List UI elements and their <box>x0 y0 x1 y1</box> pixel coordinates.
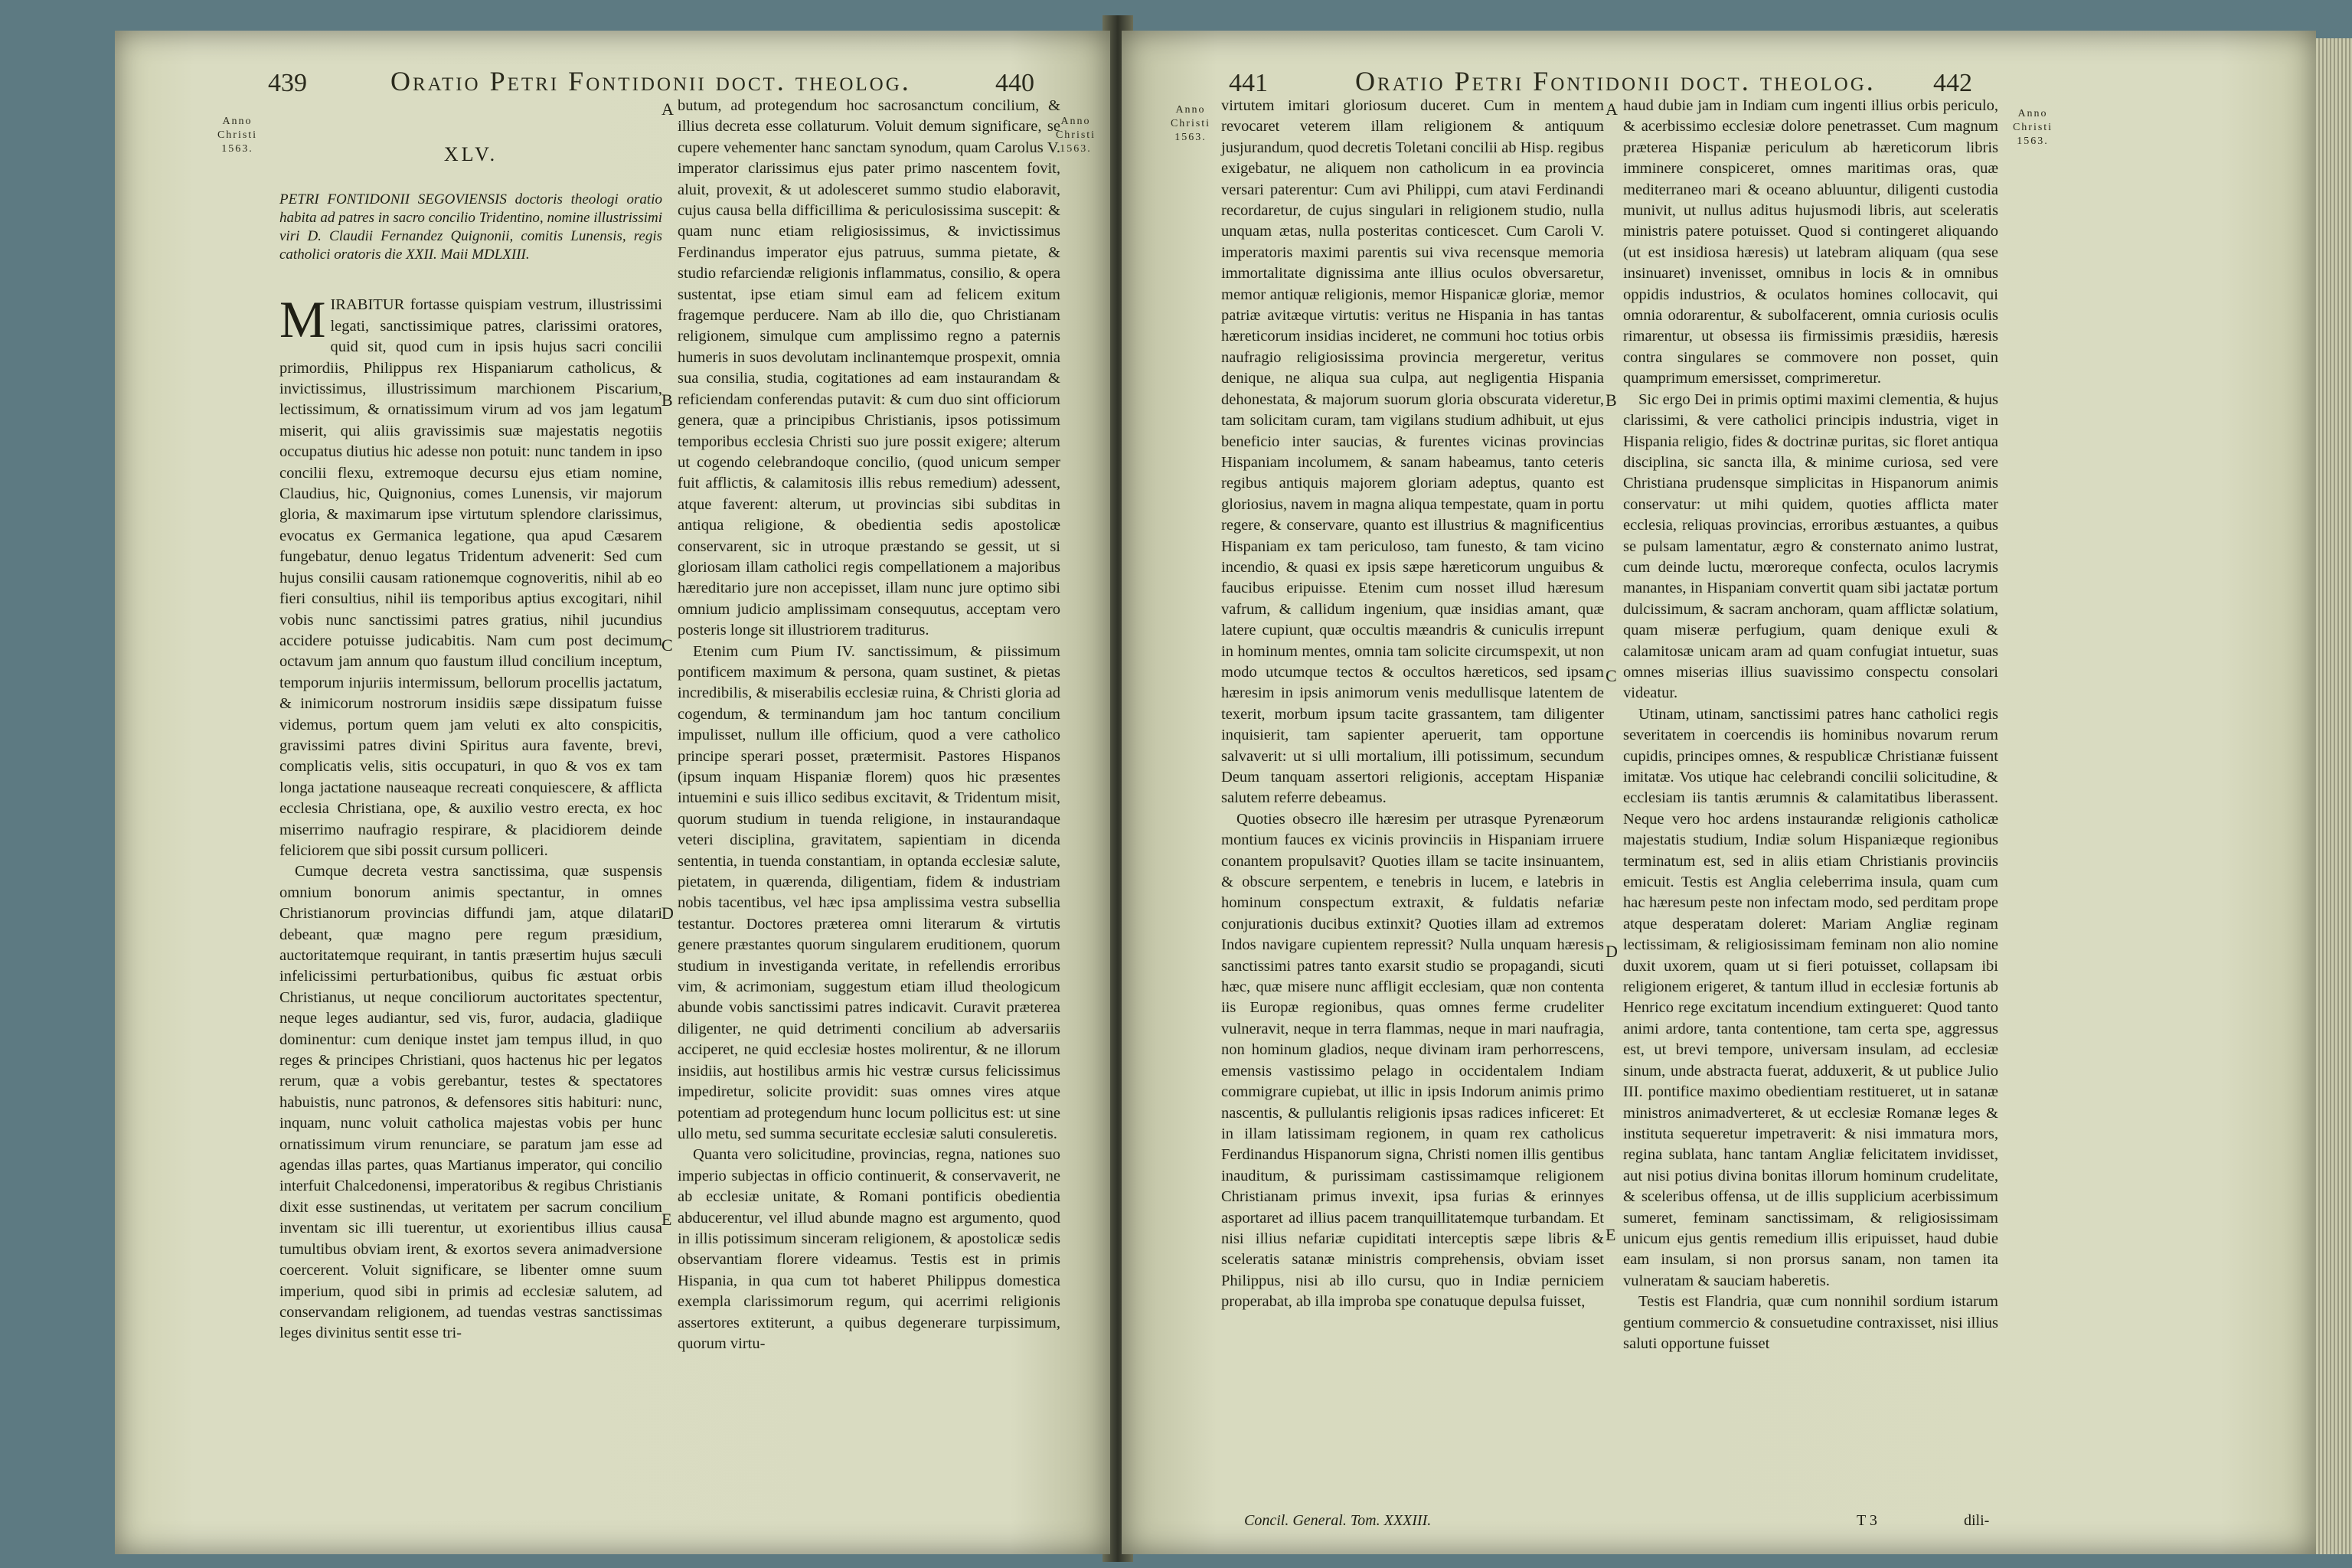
paragraph: Cumque decreta vestra sanctissima, quæ suspensis omnium bonorum animis spectantur, in omnes Christianorum provincias diffundi jam, atque dilatari debeant, quæ magno pere regum præsidium, auctoritatemque requirant, in tantis præsertim hujus sæculi infelicissimi perturbationibus, quibus fic æstuat orbis Christianus, ut neque conciliorum auctoritates spectentur, neque leges audiantur, sed vis, furor, audacia, gladiique dominentur: cum denique instet jam tempus illud, in quo reges & principes Christiani, quos hactenus hic per legatos rerum, quæ a vobis gerebantur, testes & spectatores habuistis, nunc patronos, & defensores sitis habituri: nunc, inquam, nunc voluit catholica majestas vobis per hunc ornatissimum virum renunciare, se paratum jam esse ad agendas illas partes, quas Martianus imperator, qui concilio interfuit Chalcedonensi, imperatoribus & regibus Christianis dixit esse sustinendas, ut veritatem per sacrum concilium inventam sic illi tuerentur, ut exorientibus illius causa tumultibus obviam irent, & exortos severa animadversione coercerent. Voluit significare, se libenter omne suum imperium, quod sibi in primis ad ecclesiæ salutem, ad conservandam religionem, ad tuendas vestras sanctissimas leges divinitus sentit esse tri- <box>279 863 662 1342</box>
paragraph: MIRABITUR fortasse quispiam vestrum, illustrissimi legati, sanctissimique patres, clarissimi oratores, quid sit, quod cum in ipsis hujus sacri concilii primordiis, Philippus rex Hispaniarum catholicus, & invictissimus, illustrissimum marchionem Piscarium, lectissimum, & ornatissimum virum ad vos jam legatum miserit, qui aliis gravissimis suæ majestatis negotiis occupatus diutius hic adesse non potuit: nunc tandem in ipso concilii flexu, extremoque decursu ejus etiam nomine, Claudius, hic, Quignonius, comes Lunensis, vir majorum gloria, & maximarum ipse virtutum splendore clarissimus, evocatus ex Germanica legatione, qua apud Cæsarem fungebatur, denuo legatus Tridentum advenerit: Sed cum hujus consilii causam rationemque cognoveritis, nihil ab eo fieri consultius, nihil iis temporibus aptius excogitari, nihil vobis nunc sanctissimi patres gratius, nihil jucundius accidere potuisse judicabitis. Nam cum post decimum octavum jam annum quo faustum illud concilium inceptum, temporum injuriis intermissum, bellorum procellis jactatum, & inimicorum nostrorum insidiis sæpe dissipatum fuisse videmus, portum quem jam veluti ex alto conspicitis, gravissimi patres divini Spiritus aura favente, brevi, complicatis velis, sitis occupaturi, in quo & vos ex tam longa jactatione nauseaque recreati conquiescere, & afflicta ecclesia Christiana, ope, & auxilio vestro erecta, ex hoc miserrimo naufragio respirare, & placidiorem deinde feliciorem que sibi possit cursum polliceri. <box>279 290 662 859</box>
paragraph: virtutem imitari gloriosum duceret. Cum in mentem revocaret veterem illam religionem & antiquum jusjurandum, quod decretis Toletani concilii ab Hisp. regibus exigebatur, ne aliquem non catholicum in ea provincia versari paterentur: Cum avi Philippi, cum atavi Ferdinandi recordaretur, de cujus singulari in religionem studio, nulla unquam ætas, nulla posteritas conticescet. Cum Caroli V. imperatoris maximi parentis sui viva recensque memoria immortalitate dignissima ante illius oculos obversaretur, memor antiquæ religionis, memor Hispanicæ gloriæ, memor patriæ avitæque virtutis: veritus ne Hispania in has tantas hæreticorum insidias incideret, ne communi hoc totius orbis naufragio religiosissima provincia mergeretur, veritus denique, ne aliqua sua culpa, aut negligentia Hispania dehonestata, & majorum suorum gloria obscurata videretur, tam solicitam curam, tam vigilans studium adhibuit, ut ejus beneficio inter saucias, & furentes vicinas provincias Hispaniam incolumem, & sanam habeamus, tanto ceteris regibus antiquis majorem gloriam adeptus, quanto est gloriosius, navem in magna aliqua tempestate, quam in portu regere, & conservare, quanto est illustrius & magnificentius Hispaniam ex tam periculoso, tam funesto, & tam vicino incendio, & quasi ex ipsis sæpe hæreticorum unguibus & faucibus eripuisse. Etenim cum nosset illud hæresum vafrum, & callidum ingenium, quæ insidias amant, quæ latere cupiunt, quæ occultis mæandris & cuniculis irrepunt in hominum mentes, omnia tam solicite circumspexit, ut non modo utcumque tectos & occultos hæreticos, sed ipsam hæresim in ipsis animorum venis medullisque latentem de texerit, morbum ipsum tacite grassantem, tam diligenter inquisierit, tam sapienter aperuerit, tam opportune salvaverit: ut si ulli mortalium, illi potissimum, secundum Deum tanquam assertori religionis, acceptam Hispaniæ salutem referre debeamus. <box>1221 97 1604 807</box>
footer-volume: Concil. General. Tom. XXXIII. <box>1244 1512 1432 1529</box>
paragraph: Sic ergo Dei in primis optimi maximi clementia, & hujus clarissimi, & vere catholici principis industria, viget in Hispania religio, fides & doctrinæ puritas, sic floret antiqua disciplina, sic sancta illa, & minime curiosa, sed vere Christiana prudensque simplicitas in Hispanorum animis conservatur: ut mihi quidem, quoties afflicta mater ecclesia, reliquas provincias, erroribus æstuantes, a quibus se pulsam lamentatur, ægro & consternato animo lustrat, cum deinde luctu, mœroreque confecta, oculos lacrymis manantes, in Hispaniam convertit quam sibi jactatæ portum dulcissimum, & sacram anchoram, quam afflictæ solatium, quam miseræ perfugium, quam denique exuli & calamitosæ unicam aram ad quam confugiat intuetur, suas omnes miserias illius suavissimo conspectu consolari videatur. <box>1623 390 1998 702</box>
margin-letter: C <box>662 635 673 655</box>
catchword: dili- <box>1964 1512 1990 1529</box>
anno-christi-note: Anno Christi 1563. <box>1055 116 1096 155</box>
margin-letter: B <box>662 390 673 410</box>
margin-letter: A <box>1606 100 1618 119</box>
anno-christi-note: Anno Christi 1563. <box>2012 108 2053 147</box>
left-page <box>115 31 1110 1554</box>
section-number: XLV. <box>443 143 498 165</box>
drop-cap: M <box>279 290 326 349</box>
page-number: 439 <box>268 69 307 97</box>
paragraph: haud dubie jam in Indiam cum ingenti illius orbis periculo, & acerbissimo ecclesiæ dolore penetrasset. Cum magnum præterea Hispaniæ periculum ab hæreticorum libris imminere conspiceret, omnes maritimas oras, quæ mediterraneo mari & oceano abluuntur, diligenti custodia munivit, ut nullus aditus hujusmodi libris, aut sceleratis ministris patere potuisset. Quod si contingeret aliquando (ut est insidiosa hæresis) ut latebram aliquam (qua sese insinuaret) invenisset, omnibus in locis & in omnibus oppidis industrios, & oculatos homines collocavit, qui omnia odorarentur, & subolfacerent, omnia curiosis oculis rimarentur, ut obsessa iis firmissimis præsidiis, hæresis contra singulares se commovere non posset, quin quamprimum emersisset, comprimeretur. <box>1623 97 1998 387</box>
text-column-1 <box>279 138 662 1344</box>
paragraph: Testis est Flandria, quæ cum nonnihil sordium istarum gentium commercio & consuetudine contraxisset, nisi illius saluti opportune fuisset <box>1623 1293 1998 1352</box>
signature-mark: T 3 <box>1857 1512 1877 1529</box>
anno-christi-note: Anno Christi 1563. <box>1170 104 1211 143</box>
page-number: 441 <box>1229 69 1268 97</box>
oration-heading: PETRI FONTIDONII SEGOVIENSIS doctoris theologi oratio habita ad patres in sacro concilio Tridentino, nomine illustrissimi viri D. Claudii Fernandez Quignonii, comitis Lunensis, regis catholici oratoris die XXII. Maii MDLXIII. <box>279 191 662 263</box>
page-number: 442 <box>1933 69 1972 97</box>
anno-christi-note: Anno Christi 1563. <box>217 116 258 155</box>
margin-letter: E <box>1606 1225 1616 1244</box>
margin-letter: B <box>1606 390 1617 410</box>
paragraph: Quanta vero solicitudine, provincias, regna, nationes suo imperio subjectas in officio continuerit, & conservaverit, ne ab ecclesiæ unitate, & Romani pontificis obedientia abducerentur, vel illud abunde magno est argumento, quod in illis potissimum sinceram religionem, & apostolicæ sedis observantiam florere videamus. Testis est in primis Hispania, in qua cum tot haberet Philippus domestica exempla clarissimorum regum, qui acerrimi religionis assertores extiterunt, a quibus degenerare turpissimum, quorum virtu- <box>678 1146 1060 1352</box>
running-head: Oratio Petri Fontidonii doct. theolog. <box>390 66 911 96</box>
running-head: Oratio Petri Fontidonii doct. theolog. <box>1355 66 1876 96</box>
margin-letter: E <box>662 1210 672 1229</box>
margin-letter: A <box>662 100 674 119</box>
text-column-2 <box>1623 96 1998 1354</box>
margin-letter: C <box>1606 666 1617 685</box>
paragraph: Quoties obsecro ille hæresim per utrasque Pyrenæorum montium fauces ex vicinis provinciis in Hispaniam irruere conantem propulsavit? Quoties illam se tacite insinuantem, & obscure serpentem, e tenebris in lucem, e latebris in hominum conspectum extraxit, & fuldatis nefariæ conjurationis ducibus extinxit? Quoties illam ad extremos Indos navigare cupientem repressit? Nulla unquam hæresis sanctissimi patres tanto exarsit studio se propagandi, sicuti hæc, quæ misere nunc affligit ecclesiam, quæ non contenta iis Europæ regionibus, quas omnes ferme crudeliter vulneravit, neque in terra flammas, neque in mari naufragia, non hominum gladios, neque divinam iram perhorrescens, emensis vastissimo pelago in occidentalem Indiam commigrare cupiebat, ut illic in ipsis Indorum animis primo nascentis, & pullulantis religionis ipsas radices inficeret: Et in illam latissimam regionem, in quam rex catholicus Ferdinandus Hispanorum signa, Christi nomen illis gentibus inauditum, & purissimam castissimamque religionem Christianam primus invexit, ipsa furias & erinnyes asportaret ad illius pacem tranquillitatemque turbandam. Et nisi illius nefariæ cupiditati interceptis sæpe libris & sceleratis satanæ ministris comprehensis, obviam isset Philippus, nisi ab illo cursu, quo in Indiæ perniciem properabat, ab illa improba spe conatuque depulsa fuisset, <box>1221 810 1604 1311</box>
text-column-1 <box>1221 96 1604 1313</box>
paragraph: Utinam, utinam, sanctissimi patres hanc catholici regis severitatem in coercendis iis hominibus novarum rerum cupidis, principes omnes, & respublicæ Christianæ fuissent imitatæ. Vos utique hac celebrandi concilii solicitudine, & ecclesiam iis tantis ærumnis & calamitatibus liberassent. Neque vero hoc ardens instaurandæ religionis catholicæ majestatis studium, Indiæ solum Hispaniæque regionibus terminatum est, sed in aliis etiam Christianis provinciis emicuit. Testis est Anglia celeberrima insula, quam cum hac hæresum peste non infectam modo, sed perditam prope atque desperatam doleret: Mariam Angliæ reginam lectissimam, & religiosissimam feminam non alio nomine duxit uxorem, quam ut si fieri potuisset, collapsam ibi religionem erigeret, & tantum illud in ecclesiæ fortunis ab Henrico rege excitatum incendium extingueret: Quod tanto animi ardore, tanta contentione, tam certa spe, aggressus est, ut brevi tempore, universam insulam, ad ecclesiæ sinum, unde abstracta fuerat, adduxerit, & ut publice Julio III. pontifice maximo obedientiam restitueret, ut in satanæ ministros animadverteret, & ut ecclesiæ Romanæ leges & instituta sequeretur impetraverit: & nisi immatura mors, regina sublata, hanc tantam Angliæ felicitatem invidisset, aut nisi potius divina bonitas illorum hominum crudelitate, & sceleribus offensa, ut de illis supplicium acerbissimum sumeret, feminam sanctissimam, & religiosissimam unicum ejus gentis remedium illis eripuisset, haud dubie eam insulam, si non prorsus sanam, non tamen ita vulneratam & sauciam haberetis. <box>1623 705 1998 1289</box>
text-column-2 <box>678 96 1060 1354</box>
margin-letter: D <box>662 903 674 923</box>
right-page <box>1122 31 2316 1554</box>
paragraph: butum, ad protegendum hoc sacrosanctum concilium, & illius decreta esse collaturum. Voluit demum significare, se cupere vehementer hanc sanctam synodum, quam Carolus V. imperator clarissimus ejus pater primo nascentem fovit, aluit, provexit, & ut adolesceret summo studio elaboravit, cujus causa bella difficillima & periculosissima suscepit: & quam nunc etiam religiosissimus, & invictissimus Ferdinandus imperator ejus patruus, summa pietate, & studio refarciendæ religionis inflammatus, consilio, & opera sustentat, ipse etiam simul eam ad felicem exitum fragemque perducere. Nam ab illo die, quo Christianam religionem, simulque cum amplissimo regno a paternis humeris in suos devolutam inclinantemque prospexit, omnia sua consilia, studia, cogitationes ad eam instaurandam & reficiendam conferendas putavit: & cum duo sint officiorum genera, quæ a principibus Christianis, ipsos potissimum temporibus ecclesia Christi suo jure possit exigere; alterum ut cogendo celebrandoque concilio, (quod unicum semper fuit afflictis, & calamitosis illis rebus remedium) adessent, atque faverent: alterum, ut provincias sibi subditas in antiqua religione, & obedientia sedis apostolicæ conservarent, sic in utroque præstando se gessit, ut si gloriosam illam catholici regis compellationem a majoribus hæreditario jure non accepisset, illam nunc jure optimo sibi omnium judicio amplissimam consequutus, acceptam vero posteris longe sit illustriorem traditurus. <box>678 97 1060 639</box>
paragraph: Etenim cum Pium IV. sanctissimum, & piissimum pontificem maximum & persona, quam sustinet, & pietas incredibilis, & miserabilis ecclesiæ ruina, & Christi gloria ad cogendum, & terminandum jam hoc tantum concilium impulisset, nullum ille officium, quod a vere catholico principe sperari posset, prætermisit. Pastores Hispanos (ipsum inquam Hispaniæ florem) quos hic præsentes intuemini e suis illico sedibus excitavit, & Tridentum misit, quorum studium in tuenda religione, in instaurandaque veteri disciplina, gravitatem, sapientiam in dicenda sententia, in tuenda constantiam, in optanda ecclesiæ salute, pietatem, in quærenda, diligentiam, fidem & industriam nobis tacentibus, vel hæc ipsa amplissima vestra subsellia testantur. Doctores præterea omni literarum & virtutis genere præstantes quorum singularem eruditionem, quorum studium in investiganda veritate, in refellendis erroribus vim, & acrimoniam, suggestum etiam illud theologicum abunde vobis sanctissimi patres indicavit. Curavit præterea diligenter, ne quid detrimenti concilium ab adversariis acciperet, ne quid ecclesiæ hostes molirentur, & ne illorum insidiis, aut hostilibus armis hic vestræ cursus felicissimus impediretur, solicite providit: suas omnes vires atque potentiam ad protegendum hunc locum pollicitus est: ut sine ullo metu, sed summa securitate ecclesiæ saluti consuleretis. <box>678 642 1060 1142</box>
page-number: 440 <box>995 69 1034 97</box>
margin-letter: D <box>1606 942 1618 961</box>
